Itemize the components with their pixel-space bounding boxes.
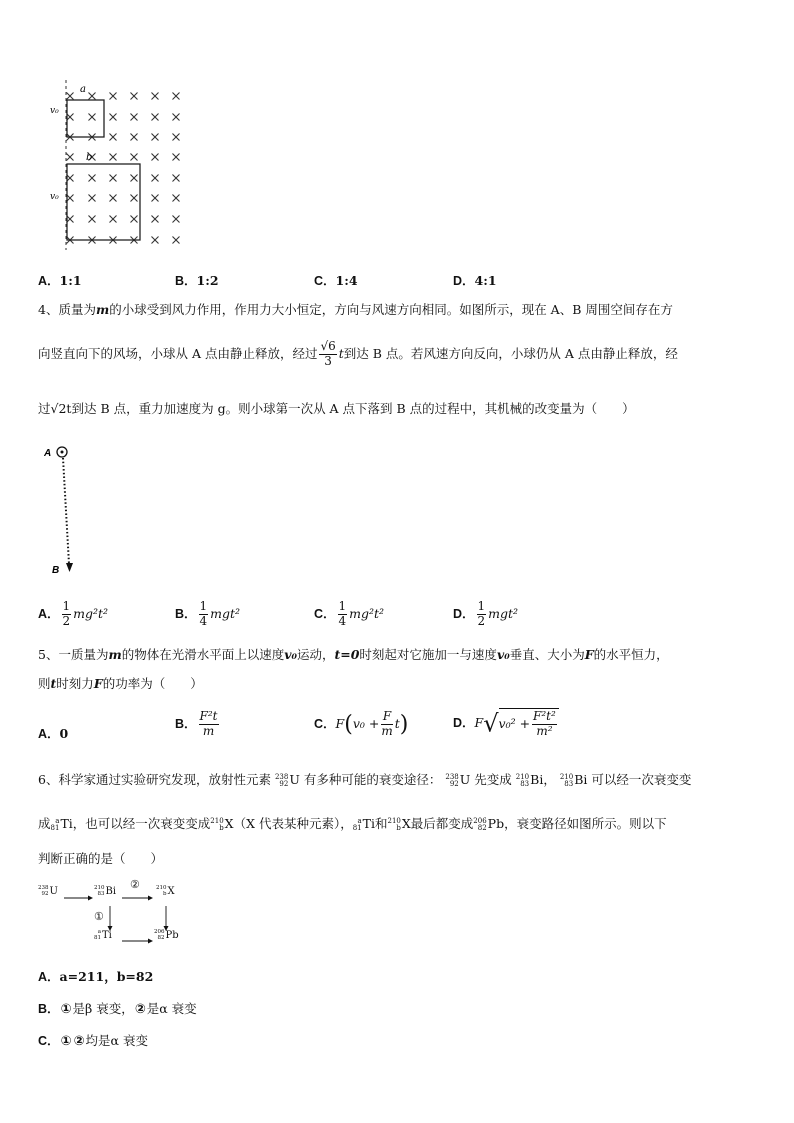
label-path-2: ②	[130, 878, 140, 891]
node-x210: 210 b X	[156, 885, 175, 897]
q6-stem-line3: 判断正确的是（ ）	[38, 851, 164, 866]
node-bi210: 210 83 Bi	[94, 885, 117, 897]
node-pb206: 206 82 Pb	[154, 929, 179, 941]
q5-option-c[interactable]: C．F(v₀ + $\frac{F}{m}$ t)	[314, 709, 409, 738]
q6-option-b[interactable]: B．①是β 衰变，②是α 衰变	[38, 1001, 197, 1017]
point-a-label: A	[44, 448, 52, 459]
arrow-head	[66, 563, 73, 572]
point-b-label: B	[52, 565, 60, 576]
fall-path-dotted	[63, 458, 69, 564]
q4-option-b[interactable]: B． $\frac{1}{4}$ mgt²	[175, 599, 241, 628]
q4-stem-line3: 过√2t到达 B 点，重力加速度为 g。则小球第一次从 A 点下落到 B 点的过程中，其机械的改变量为（ ）	[38, 401, 635, 416]
frame-b	[67, 164, 140, 240]
q6-option-a[interactable]: A．a=211，b=82	[38, 969, 154, 984]
q6-option-c[interactable]: C．① ②均是α 衰变	[38, 1033, 148, 1049]
q3-field-figure	[40, 80, 190, 250]
q4-option-c[interactable]: C． $\frac{1}{4}$ mg²t²	[314, 599, 385, 628]
label-path-1: ①	[94, 910, 104, 923]
q4-option-d[interactable]: D． $\frac{1}{2}$ mgt²	[453, 599, 519, 628]
q5-option-a[interactable]: A．0	[38, 726, 69, 741]
q5-stem-line2: 则t时刻力F的功率为（ ）	[38, 676, 203, 691]
q3-option-c[interactable]: C．1:4	[314, 273, 358, 288]
q5-option-b[interactable]: B． $\frac{\text{F²t}}{m}$	[175, 709, 218, 738]
q3-option-b[interactable]: B．1:2	[175, 273, 219, 288]
node-u238: 238 92 U	[38, 885, 58, 897]
label-v0-top: v₀	[50, 106, 59, 116]
q6-stem-line1: 6、科学家通过实验研究发现，放射性元素 238 92 U 有多种可能的衰变途径： 238 92 U 先变成 210 83 Bi， 210 83 Bi 可以经一次衰变变	[38, 772, 692, 788]
q4-stem-line2: 向竖直向下的风场，小球从 A 点由静止释放，经过 $\frac{√6}{3}$ t到达 B 点。若风速方向反向，小球仍从 A 点由静止释放，经	[38, 339, 678, 368]
label-a: a	[80, 84, 86, 95]
q3-option-a[interactable]: A．1:1	[38, 273, 82, 288]
label-v0-bottom: v₀	[50, 192, 59, 202]
q3-option-d[interactable]: D．4:1	[453, 273, 497, 288]
node-ti: a 81 Ti	[94, 929, 112, 941]
q6-decay-diagram	[38, 878, 198, 954]
time-fraction: $\frac{√6}{3}$	[320, 339, 336, 368]
q5-stem-line1: 5、一质量为m的物体在光滑水平面上以速度v₀运动，t=0时刻起对它施加一与速度v₀垂直、大小为F的水平恒力，	[38, 647, 669, 662]
q5-option-d[interactable]: D．F√v₀² + $\frac{\text{F²t²}}{\text{m²}}$	[453, 708, 559, 739]
q4-stem-line1: 4、质量为m的小球受到风力作用，作用力大小恒定，方向与风速方向相同。如图所示，现在 A、B 周围空间存在方	[38, 302, 673, 317]
frame-a	[67, 100, 104, 137]
q4-option-a[interactable]: A． $\frac{1}{2}$ mg²t²	[38, 599, 109, 628]
field-cross-marks	[67, 93, 180, 244]
label-b: b	[86, 152, 93, 163]
decay-arrows	[38, 884, 198, 954]
q4-fall-figure	[44, 442, 84, 577]
q6-stem-line2: 成 a 81 Ti，也可以经一次衰变变成 210 b X（X 代表某种元素）， a 81 Ti和 210 b X最后都变成 206 82 Pb，衰变路径如图所示。则以下	[38, 816, 667, 832]
